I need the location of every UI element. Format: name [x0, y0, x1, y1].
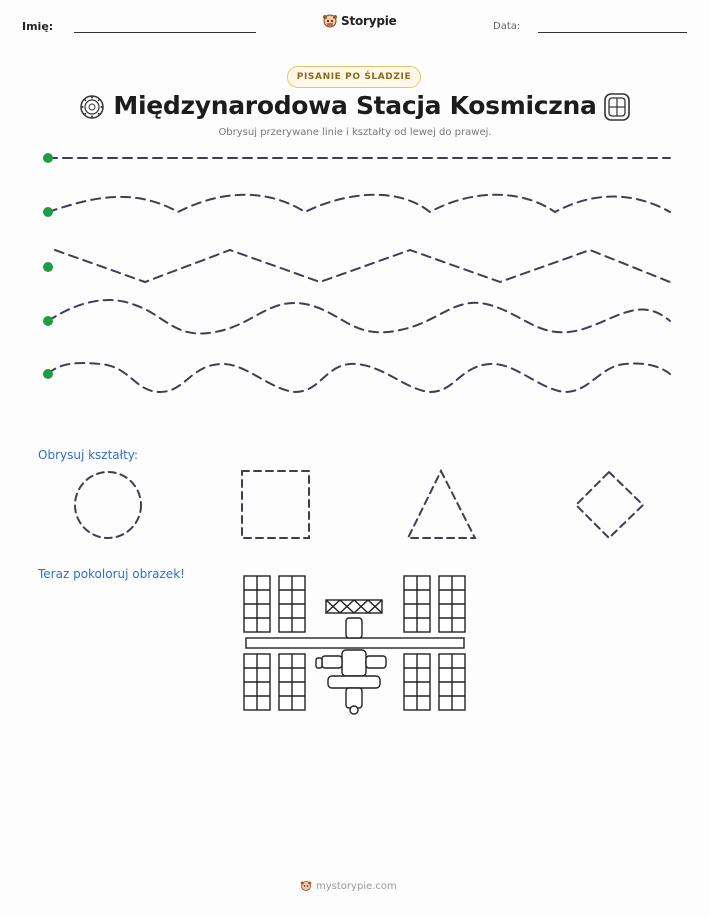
solar-panel	[439, 576, 465, 632]
trace-line-wave-tall	[48, 300, 670, 334]
diamond-icon	[576, 472, 643, 538]
porthole-icon	[79, 94, 105, 120]
start-dot	[43, 316, 53, 326]
solar-panel	[404, 576, 430, 632]
mascot-icon	[300, 880, 312, 892]
trace-line-wave	[48, 195, 670, 212]
name-label: Imię:	[22, 20, 54, 33]
footer-url[interactable]: mystorypie.com	[316, 880, 397, 892]
solar-panel	[279, 576, 305, 632]
square-icon	[242, 471, 309, 538]
shapes-section-label: Obrysuj kształty:	[38, 448, 139, 462]
mascot-icon	[322, 13, 338, 29]
shapes-row	[0, 465, 709, 545]
trace-line-scallop	[48, 363, 670, 392]
solar-panel	[244, 576, 270, 632]
space-station-illustration	[240, 572, 470, 722]
date-label: Data:	[493, 21, 521, 32]
window-icon	[603, 92, 631, 122]
start-dot	[43, 207, 53, 217]
name-field-line[interactable]	[74, 32, 256, 33]
date-field-line[interactable]	[538, 32, 687, 33]
solar-panel	[279, 654, 305, 710]
brand-logo	[322, 13, 397, 29]
circle-icon	[75, 472, 141, 538]
start-dot	[43, 153, 53, 163]
footer	[300, 880, 397, 892]
start-dot	[43, 262, 53, 272]
coloring-section-label: Teraz pokoloruj obrazek!	[38, 567, 185, 581]
page-title: Międzynarodowa Stacja Kosmiczna	[113, 91, 597, 120]
brand-name: Storypie	[341, 14, 397, 28]
activity-badge: PISANIE PO ŚLADZIE	[287, 66, 421, 88]
trace-line-zigzag	[55, 250, 670, 282]
triangle-icon	[408, 471, 475, 538]
solar-panel	[404, 654, 430, 710]
solar-panel	[244, 654, 270, 710]
start-dot	[43, 369, 53, 379]
solar-panel	[439, 654, 465, 710]
tracing-lines	[0, 140, 709, 400]
page-subtitle: Obrysuj przerywane linie i kształty od lewej do prawej.	[218, 127, 492, 138]
